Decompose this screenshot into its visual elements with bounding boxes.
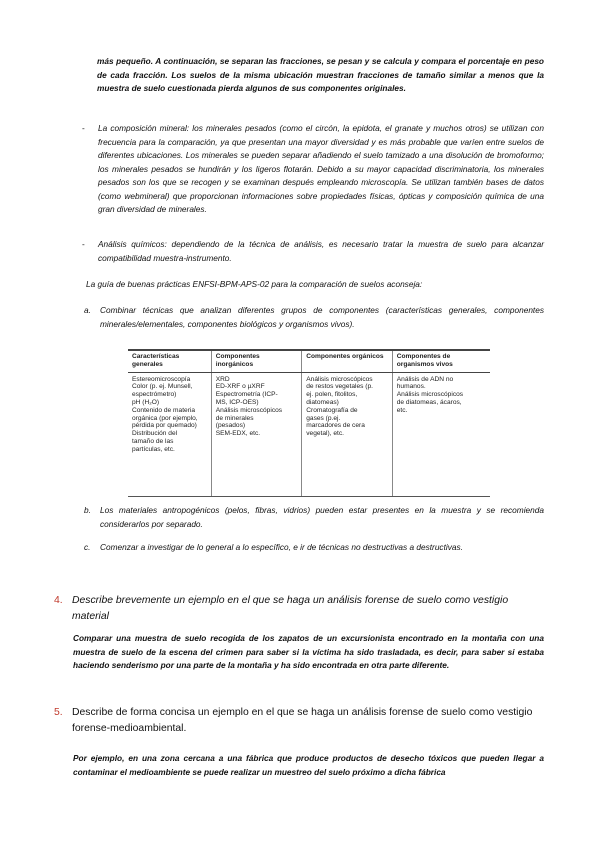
- guide-sentence: La guía de buenas prácticas ENFSI-BPM-APS-02 para la comparación de suelos aconseja:: [86, 279, 423, 289]
- cell-line: espectrómetro): [132, 391, 177, 399]
- intro-paragraph: más pequeño. A continuación, se separan las fracciones, se pesan y se calcula y compara el porcentaje en peso de cada fracción. Los suelos de la misma ubicación muestran fracciones de tamaño similar a menos que la muestra de suelo cuestionada pierda algunos de sus componentes originales.: [97, 56, 544, 93]
- cell-line: de diatomeas, ácaros,: [396, 398, 462, 406]
- cell-line: pH (H₂O): [132, 398, 160, 406]
- cell-line: vegetal), etc.: [306, 430, 344, 438]
- list-text: Los materiales antropogénicos (pelos, fibras, vidrios) pueden estar presentes en la muestra y se recomienda considerarlos por separado.: [100, 505, 544, 529]
- list-item: [84, 541, 544, 555]
- bullet-marker: -: [82, 123, 85, 133]
- table-header-cell: Características generales: [128, 350, 211, 372]
- table-row: [128, 372, 490, 496]
- cell-line: Análisis microscópicos: [396, 391, 464, 399]
- bullet-text: La composición mineral: los minerales pesados (como el circón, la epidota, el granate y muchos otros) se utilizan con frecuencia para la comparación, ya que presentan una mayor diversidad y es más probable que varíen entre suelos de diferentes ubicaciones. Los minerales se pueden separar añadiendo el suelo tamizado a una disolución de bromoformo; los minerales pesados se hundirán y los ligeros flotarán. Debido a su mayor capacidad discriminatoria, los minerales pesados son los que se recogen y se examinan después empleando microscopía. Se utilizan también bases de datos (como webmineral) que proporcionan informaciones sobre propiedades físicas, ópticas y composición química de una gran diversidad de minerales.: [98, 123, 544, 214]
- table-header-row: [128, 350, 490, 372]
- cell-line: Estereomicroscopía: [132, 375, 191, 383]
- cell-line: diatomeas): [306, 398, 339, 406]
- cell-line: ej. polen, fitolitos,: [306, 391, 358, 399]
- cell-line: de minerales: [215, 414, 254, 422]
- table-cell: [128, 372, 211, 496]
- cell-line: ED-XRF o µXRF: [215, 383, 265, 391]
- table-header-cell: Componentes orgánicos: [302, 350, 393, 372]
- cell-line: orgánica (por ejemplo,: [132, 414, 198, 422]
- cell-line: Análisis microscópicos: [306, 375, 373, 383]
- bullet-item: [82, 122, 544, 217]
- list-item: [84, 304, 544, 331]
- cell-line: (pesados): [215, 422, 246, 430]
- cell-line: marcadores de cera: [306, 422, 365, 430]
- bullet-marker: -: [82, 239, 85, 249]
- cell-line: partículas, etc.: [132, 445, 175, 453]
- question-4: [54, 593, 546, 624]
- cell-line: Análisis microscópicos: [215, 406, 283, 414]
- question-number: 4.: [54, 595, 63, 606]
- cell-line: Análisis de ADN no: [396, 375, 454, 383]
- cell-line: tamaño de las: [132, 437, 174, 445]
- list-item: [84, 504, 544, 531]
- cell-line: MS, ICP-OES): [215, 398, 259, 406]
- list-text: Combinar técnicas que analizan diferentes grupos de componentes (características generales, componentes minerales/elementales, componentes biológicos y organismos vivos).: [100, 305, 544, 329]
- cell-line: Cromatografía de: [306, 406, 358, 414]
- cell-line: etc.: [396, 406, 408, 414]
- techniques-table: [128, 349, 490, 497]
- question-number: 5.: [54, 707, 63, 718]
- cell-line: humanos.: [396, 383, 426, 391]
- list-text: Comenzar a investigar de lo general a lo específico, e ir de técnicas no destructivas a destructivas.: [100, 542, 463, 552]
- list-marker: a.: [84, 305, 91, 315]
- table-cell: [302, 372, 393, 496]
- table-header-cell: Componentes inorgánicos: [211, 350, 302, 372]
- table-header-cell: Componentes de organismos vivos: [392, 350, 490, 372]
- cell-line: gases (p.ej.: [306, 414, 341, 422]
- cell-line: Contenido de materia: [132, 406, 196, 414]
- question-text: Describe de forma concisa un ejemplo en el que se haga un análisis forense de suelo como vestigio forense-medioambiental.: [72, 707, 533, 734]
- question-text: Describe brevemente un ejemplo en el que se haga un análisis forense de suelo como vestigio material: [72, 595, 509, 622]
- cell-line: de restos vegetales (p.: [306, 383, 373, 391]
- list-marker: b.: [84, 505, 91, 515]
- bullet-item: [82, 238, 544, 265]
- table-cell: [211, 372, 302, 496]
- cell-line: XRD: [215, 375, 230, 383]
- answer-5: Por ejemplo, en una zona cercana a una fábrica que produce productos de desecho tóxicos que pueden llegar a contaminar el medioambiente se puede realizar un muestreo del suelo próximo a dicha fábrica: [73, 753, 544, 777]
- cell-line: Color (p. ej. Munsell,: [132, 383, 193, 391]
- table-cell: [392, 372, 490, 496]
- cell-line: pérdida por quemado): [132, 422, 197, 430]
- cell-line: Espectrometría (ICP-: [215, 391, 278, 399]
- question-5: [54, 705, 546, 736]
- cell-line: Distribución del: [132, 430, 178, 438]
- bullet-text: Análisis químicos: dependiendo de la técnica de análisis, es necesario tratar la muestra de suelo para alcanzar compatibilidad muestra-instrumento.: [98, 239, 544, 263]
- cell-line: SEM-EDX, etc.: [215, 430, 261, 438]
- answer-4: Comparar una muestra de suelo recogida de los zapatos de un excursionista encontrado en la montaña con una muestra de suelo de la escena del crimen para saber si la víctima ha sido trasladada, es decir, para saber si estaba haciendo senderismo por una parte de la montaña y ha sido encontrada en otra parte diferente.: [73, 633, 544, 670]
- list-marker: c.: [84, 542, 91, 552]
